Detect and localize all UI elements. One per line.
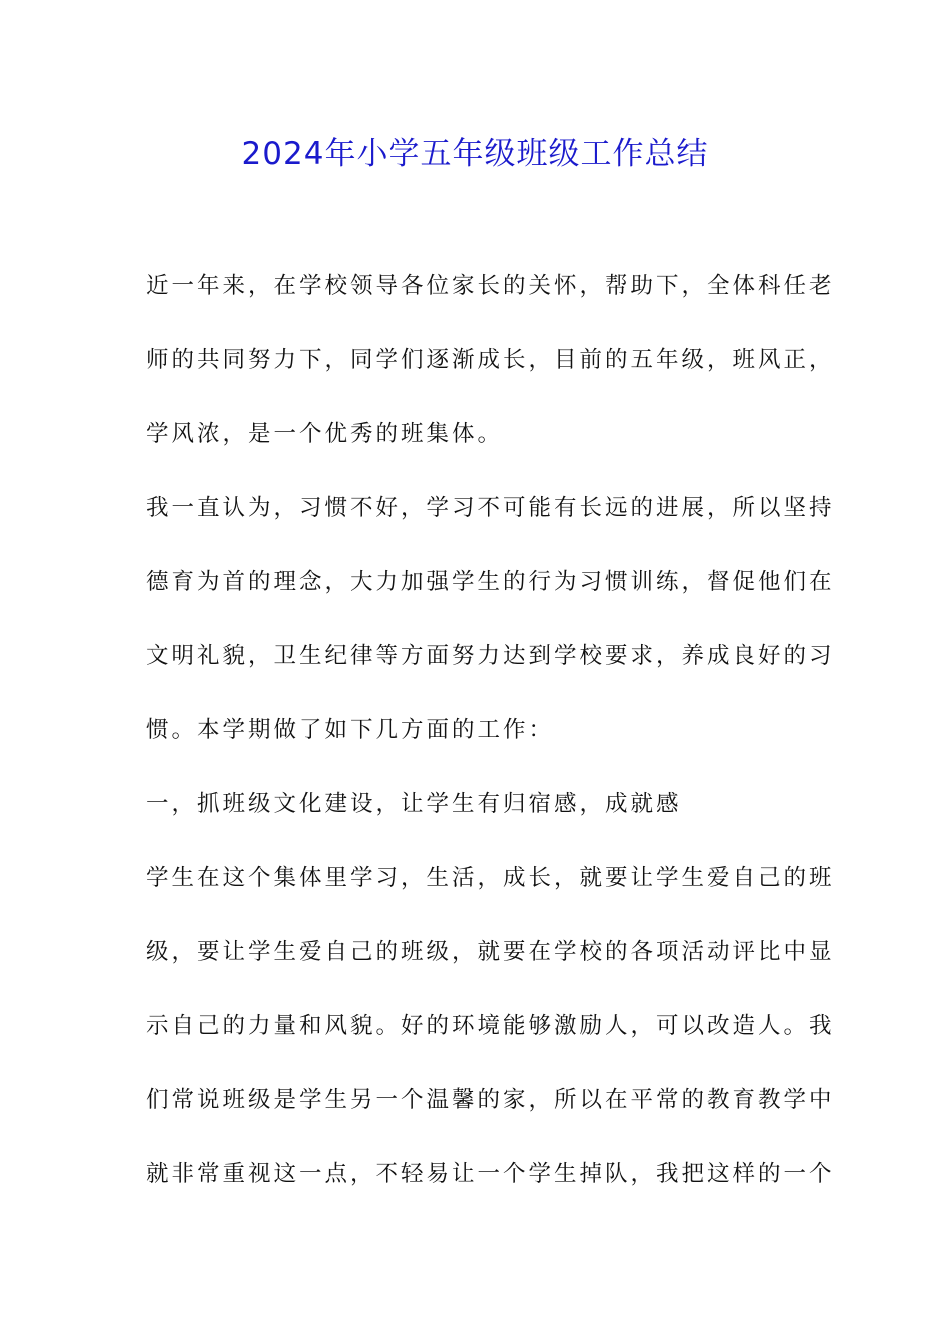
body-line: 就非常重视这一点，不轻易让一个学生掉队，我把这样的一个 — [146, 1161, 835, 1187]
section-heading: 一，抓班级文化建设，让学生有归宿感，成就感 — [146, 791, 682, 817]
body-line: 级，要让学生爱自己的班级，就要在学校的各项活动评比中显 — [146, 939, 835, 965]
document-title: 2024年小学五年级班级工作总结 — [241, 136, 709, 172]
body-line: 我一直认为，习惯不好，学习不可能有长远的进展，所以坚持 — [146, 495, 835, 521]
body-line: 示自己的力量和风貌。好的环境能够激励人，可以改造人。我 — [146, 1013, 835, 1039]
body-line: 学风浓，是一个优秀的班集体。 — [146, 421, 504, 447]
body-line: 惯。本学期做了如下几方面的工作： — [146, 717, 555, 743]
body-line: 学生在这个集体里学习，生活，成长，就要让学生爱自己的班 — [146, 865, 835, 891]
document-body — [146, 264, 835, 1226]
body-line: 师的共同努力下，同学们逐渐成长，目前的五年级，班风正， — [146, 347, 835, 373]
body-line: 近一年来，在学校领导各位家长的关怀，帮助下，全体科任老 — [146, 273, 835, 299]
body-line: 文明礼貌，卫生纪律等方面努力达到学校要求，养成良好的习 — [146, 643, 835, 669]
body-line: 们常说班级是学生另一个温馨的家，所以在平常的教育教学中 — [146, 1087, 835, 1113]
body-line: 德育为首的理念，大力加强学生的行为习惯训练，督促他们在 — [146, 569, 835, 595]
